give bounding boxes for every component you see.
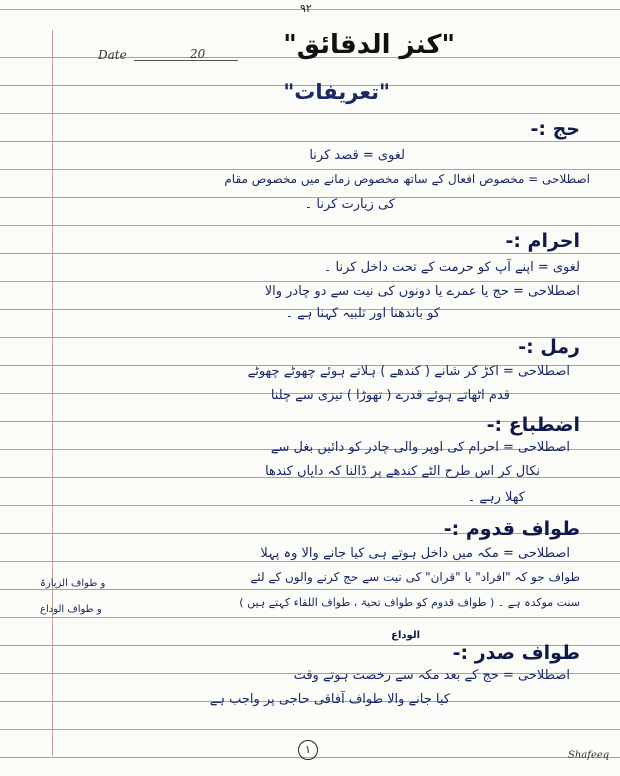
section-line: اصطلاحی = احرام کی اوپر والی چادر کو دائیں بغل سے xyxy=(270,440,570,455)
margin-note: و طواف الوداع xyxy=(40,604,102,615)
section-line: اصطلاحی = حج یا عمرے یا دونوں کی نیت سے دو چادر والا xyxy=(264,284,580,299)
date-line xyxy=(134,60,238,61)
page-subtitle: "تعریفات" xyxy=(283,80,390,104)
margin-note: و طواف الزیارۃ xyxy=(40,578,106,589)
section-heading-ihram: احرام :- xyxy=(505,230,580,252)
section-line: کو باندھنا اور تلبیہ کہنا ہے ۔ xyxy=(285,306,440,321)
section-heading-ramal: رمل :- xyxy=(518,336,580,358)
date-label: Date xyxy=(98,48,127,62)
section-line: لغوی = اپنے آپ کو حرمت کے تحت داخل کرنا ۔ xyxy=(323,260,580,275)
section-line: طواف جو کہ "افراد" یا "قران" کی نیت سے حج کرنے والوں کے لئے xyxy=(250,570,580,584)
section-line: کی زیارت کرنا ۔ xyxy=(304,197,395,212)
heading-note: الوداع xyxy=(391,630,420,641)
section-line: قدم اٹھاتے ہوئے قدرے ( تھوڑا ) تیزی سے چلنا xyxy=(270,388,510,403)
section-line: کیا جانے والا طواف آفاقی حاجی پر واجب ہے xyxy=(209,692,450,707)
page-title: "کنز الدقائق" xyxy=(283,30,455,60)
section-line: کھلا رہے ۔ xyxy=(467,490,525,505)
section-heading-idtiba: اضطباع :- xyxy=(486,414,580,436)
section-heading-tawaf-sadr: طواف صدر :- xyxy=(452,642,580,664)
section-line: اصطلاحی = اکڑ کر شانے ( کندھے ) ہلاتے ہوئے چھوٹے چھوٹے xyxy=(247,364,570,379)
section-line: سنت موکدہ ہے ۔ ( طواف قدوم کو طواف تحیۃ ، طواف اللقاء کہتے ہیں ) xyxy=(239,596,580,609)
date-year: 20 xyxy=(190,47,206,61)
section-line: نکال کر اس طرح الٹے کندھے پر ڈالنا کہ دایاں کندھا xyxy=(265,464,540,479)
margin-line xyxy=(52,30,53,756)
page-number: ۱ xyxy=(298,740,318,760)
section-heading-tawaf-qudoom: طواف قدوم :- xyxy=(443,518,580,540)
section-line: اصطلاحی = مخصوص افعال کے ساتھ مخصوص زمانے میں مخصوص مقام xyxy=(224,172,590,186)
section-heading-hajj: حج :- xyxy=(530,118,580,140)
section-line: اصطلاحی = حج کے بعد مکہ سے رخصت ہوتے وقت xyxy=(293,668,570,683)
signature: Shafeeq xyxy=(568,750,610,761)
section-line: لغوی = قصد کرنا xyxy=(309,148,405,163)
header-mark: ۹۲ xyxy=(300,2,312,15)
section-line: اصطلاحی = مکہ میں داخل ہوتے ہی کیا جانے والا وہ پہلا xyxy=(260,546,570,561)
